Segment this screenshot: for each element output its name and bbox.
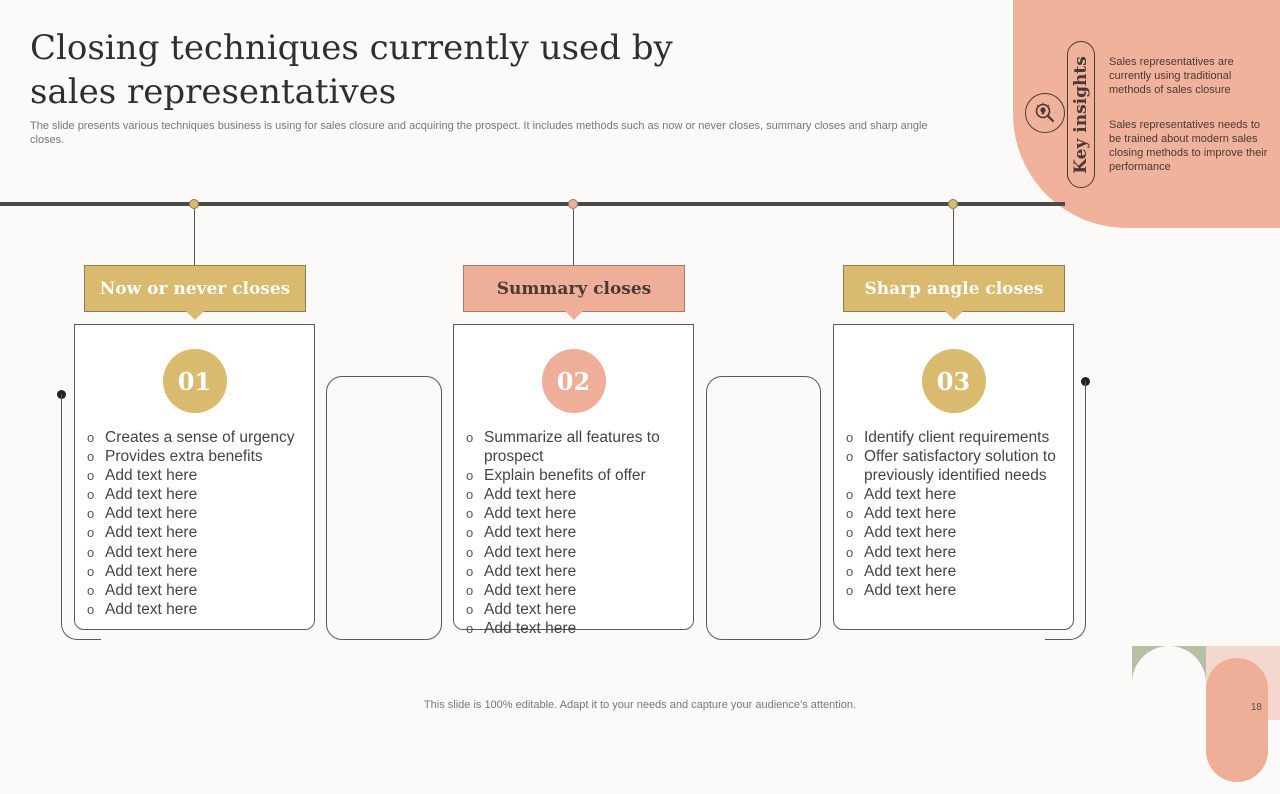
bullet-icon: o bbox=[466, 525, 474, 541]
step-number-2: 02 bbox=[542, 349, 606, 413]
bullet-icon: o bbox=[846, 506, 854, 522]
bullet-icon: o bbox=[466, 582, 474, 598]
list-item: o Add text here bbox=[87, 486, 198, 504]
list-item: o Add text here bbox=[87, 562, 198, 580]
bullet-icon: o bbox=[87, 582, 95, 598]
item-list-1 bbox=[87, 428, 312, 619]
list-item: o Add text here bbox=[466, 486, 577, 504]
connector-2-3 bbox=[706, 376, 821, 640]
timeline-bar bbox=[0, 202, 1065, 206]
bullet-icon: o bbox=[846, 544, 854, 560]
list-item: o Add text here bbox=[466, 581, 577, 599]
bullet-icon: o bbox=[87, 544, 95, 560]
bullet-icon: o bbox=[846, 487, 854, 503]
bullet-icon: o bbox=[466, 430, 474, 445]
column-card-2 bbox=[453, 324, 694, 637]
header-pointer bbox=[186, 311, 204, 320]
column-header-3 bbox=[843, 265, 1065, 312]
step-number-1: 01 bbox=[163, 349, 227, 413]
bullet-icon: o bbox=[87, 430, 95, 445]
list-item: o Offer satisfactory solution to previously identified needs bbox=[846, 448, 1056, 485]
list-item: o Add text here bbox=[466, 562, 577, 580]
bullet-icon: o bbox=[846, 563, 854, 579]
connector-1-2 bbox=[326, 376, 442, 640]
list-item: o Add text here bbox=[846, 581, 957, 599]
timeline-dot-2 bbox=[568, 199, 578, 209]
bullet-icon: o bbox=[87, 449, 95, 465]
column-card-3 bbox=[833, 324, 1074, 630]
timeline-dot-3 bbox=[948, 199, 958, 209]
list-item: o Creates a sense of urgency bbox=[87, 429, 295, 446]
bullet-icon: o bbox=[846, 525, 854, 541]
bullet-icon: o bbox=[846, 582, 854, 598]
list-item: o Add text here bbox=[466, 543, 577, 561]
insight-point-1: Sales representatives are currently using traditional methods of sales closure bbox=[1109, 56, 1234, 96]
list-item: o Add text here bbox=[87, 581, 198, 599]
column-header-1 bbox=[84, 265, 306, 312]
page-number: 18 bbox=[1250, 702, 1262, 713]
column-header-2 bbox=[463, 265, 685, 312]
corner-decoration-circle bbox=[1206, 658, 1268, 782]
bullet-icon: o bbox=[87, 468, 95, 484]
bullet-icon: o bbox=[466, 563, 474, 579]
list-item: o Add text here bbox=[466, 524, 577, 542]
timeline-stem-3 bbox=[953, 209, 954, 265]
bullet-icon: o bbox=[87, 525, 95, 541]
list-item: o Explain benefits of offer bbox=[466, 467, 646, 485]
bullet-icon: o bbox=[466, 601, 474, 617]
bullet-icon: o bbox=[846, 449, 854, 465]
list-item: o Add text here bbox=[846, 562, 957, 580]
slide-subtitle: The slide presents various techniques business is using for sales closure and acquiring the prospect. It includes methods such as now or never closes, summary closes and sharp angle closes. bbox=[30, 120, 928, 146]
list-item: o Add text here bbox=[846, 486, 957, 504]
list-item: o Add text here bbox=[87, 524, 198, 542]
column-title-1: Now or never closes bbox=[99, 278, 291, 299]
key-insights-text: Key insights bbox=[1071, 55, 1091, 174]
bullet-icon: o bbox=[466, 487, 474, 503]
insight-point-2: Sales representatives needs to be trained about modern sales closing methods to improve their performance bbox=[1109, 119, 1268, 173]
list-item: o Summarize all features to prospect bbox=[466, 429, 660, 466]
bullet-icon: o bbox=[87, 563, 95, 579]
timeline-dot-1 bbox=[189, 199, 199, 209]
list-item: o Add text here bbox=[846, 505, 957, 523]
bullet-icon: o bbox=[466, 544, 474, 560]
bullet-icon: o bbox=[87, 601, 95, 617]
bullet-icon: o bbox=[466, 468, 474, 484]
column-card-1 bbox=[74, 324, 315, 630]
item-list-3 bbox=[846, 428, 1071, 600]
header-pointer bbox=[945, 311, 963, 320]
bullet-icon: o bbox=[846, 430, 854, 445]
list-item: o Add text here bbox=[87, 600, 198, 618]
step-number-3: 03 bbox=[922, 349, 986, 413]
corner-decoration-arch bbox=[1132, 646, 1206, 794]
list-item: o Add text here bbox=[87, 505, 198, 523]
list-item: o Add text here bbox=[846, 543, 957, 561]
list-item: o Add text here bbox=[87, 467, 198, 485]
slide-title: Closing techniques currently used by sales representatives bbox=[30, 28, 673, 112]
timeline-stem-1 bbox=[194, 209, 195, 265]
bullet-icon: o bbox=[466, 506, 474, 522]
key-insights-label bbox=[1067, 41, 1095, 188]
column-title-2: Summary closes bbox=[496, 278, 652, 299]
timeline-stem-2 bbox=[573, 209, 574, 265]
item-list-2 bbox=[466, 428, 691, 638]
bullet-icon: o bbox=[87, 506, 95, 522]
column-title-3: Sharp angle closes bbox=[864, 278, 1044, 299]
list-item: o Add text here bbox=[466, 619, 577, 637]
footer-note: This slide is 100% editable. Adapt it to your needs and capture your audience’s attention. bbox=[423, 699, 857, 711]
list-item: o Add text here bbox=[466, 600, 577, 618]
list-item: o Provides extra benefits bbox=[87, 448, 263, 466]
list-item: o Add text here bbox=[87, 543, 198, 561]
bullet-icon: o bbox=[466, 620, 474, 636]
bullet-icon: o bbox=[87, 487, 95, 503]
list-item: o Identify client requirements bbox=[846, 429, 1050, 446]
header-pointer bbox=[565, 311, 583, 320]
list-item: o Add text here bbox=[466, 505, 577, 523]
list-item: o Add text here bbox=[846, 524, 957, 542]
lightbulb-magnifier-icon bbox=[1025, 93, 1065, 133]
